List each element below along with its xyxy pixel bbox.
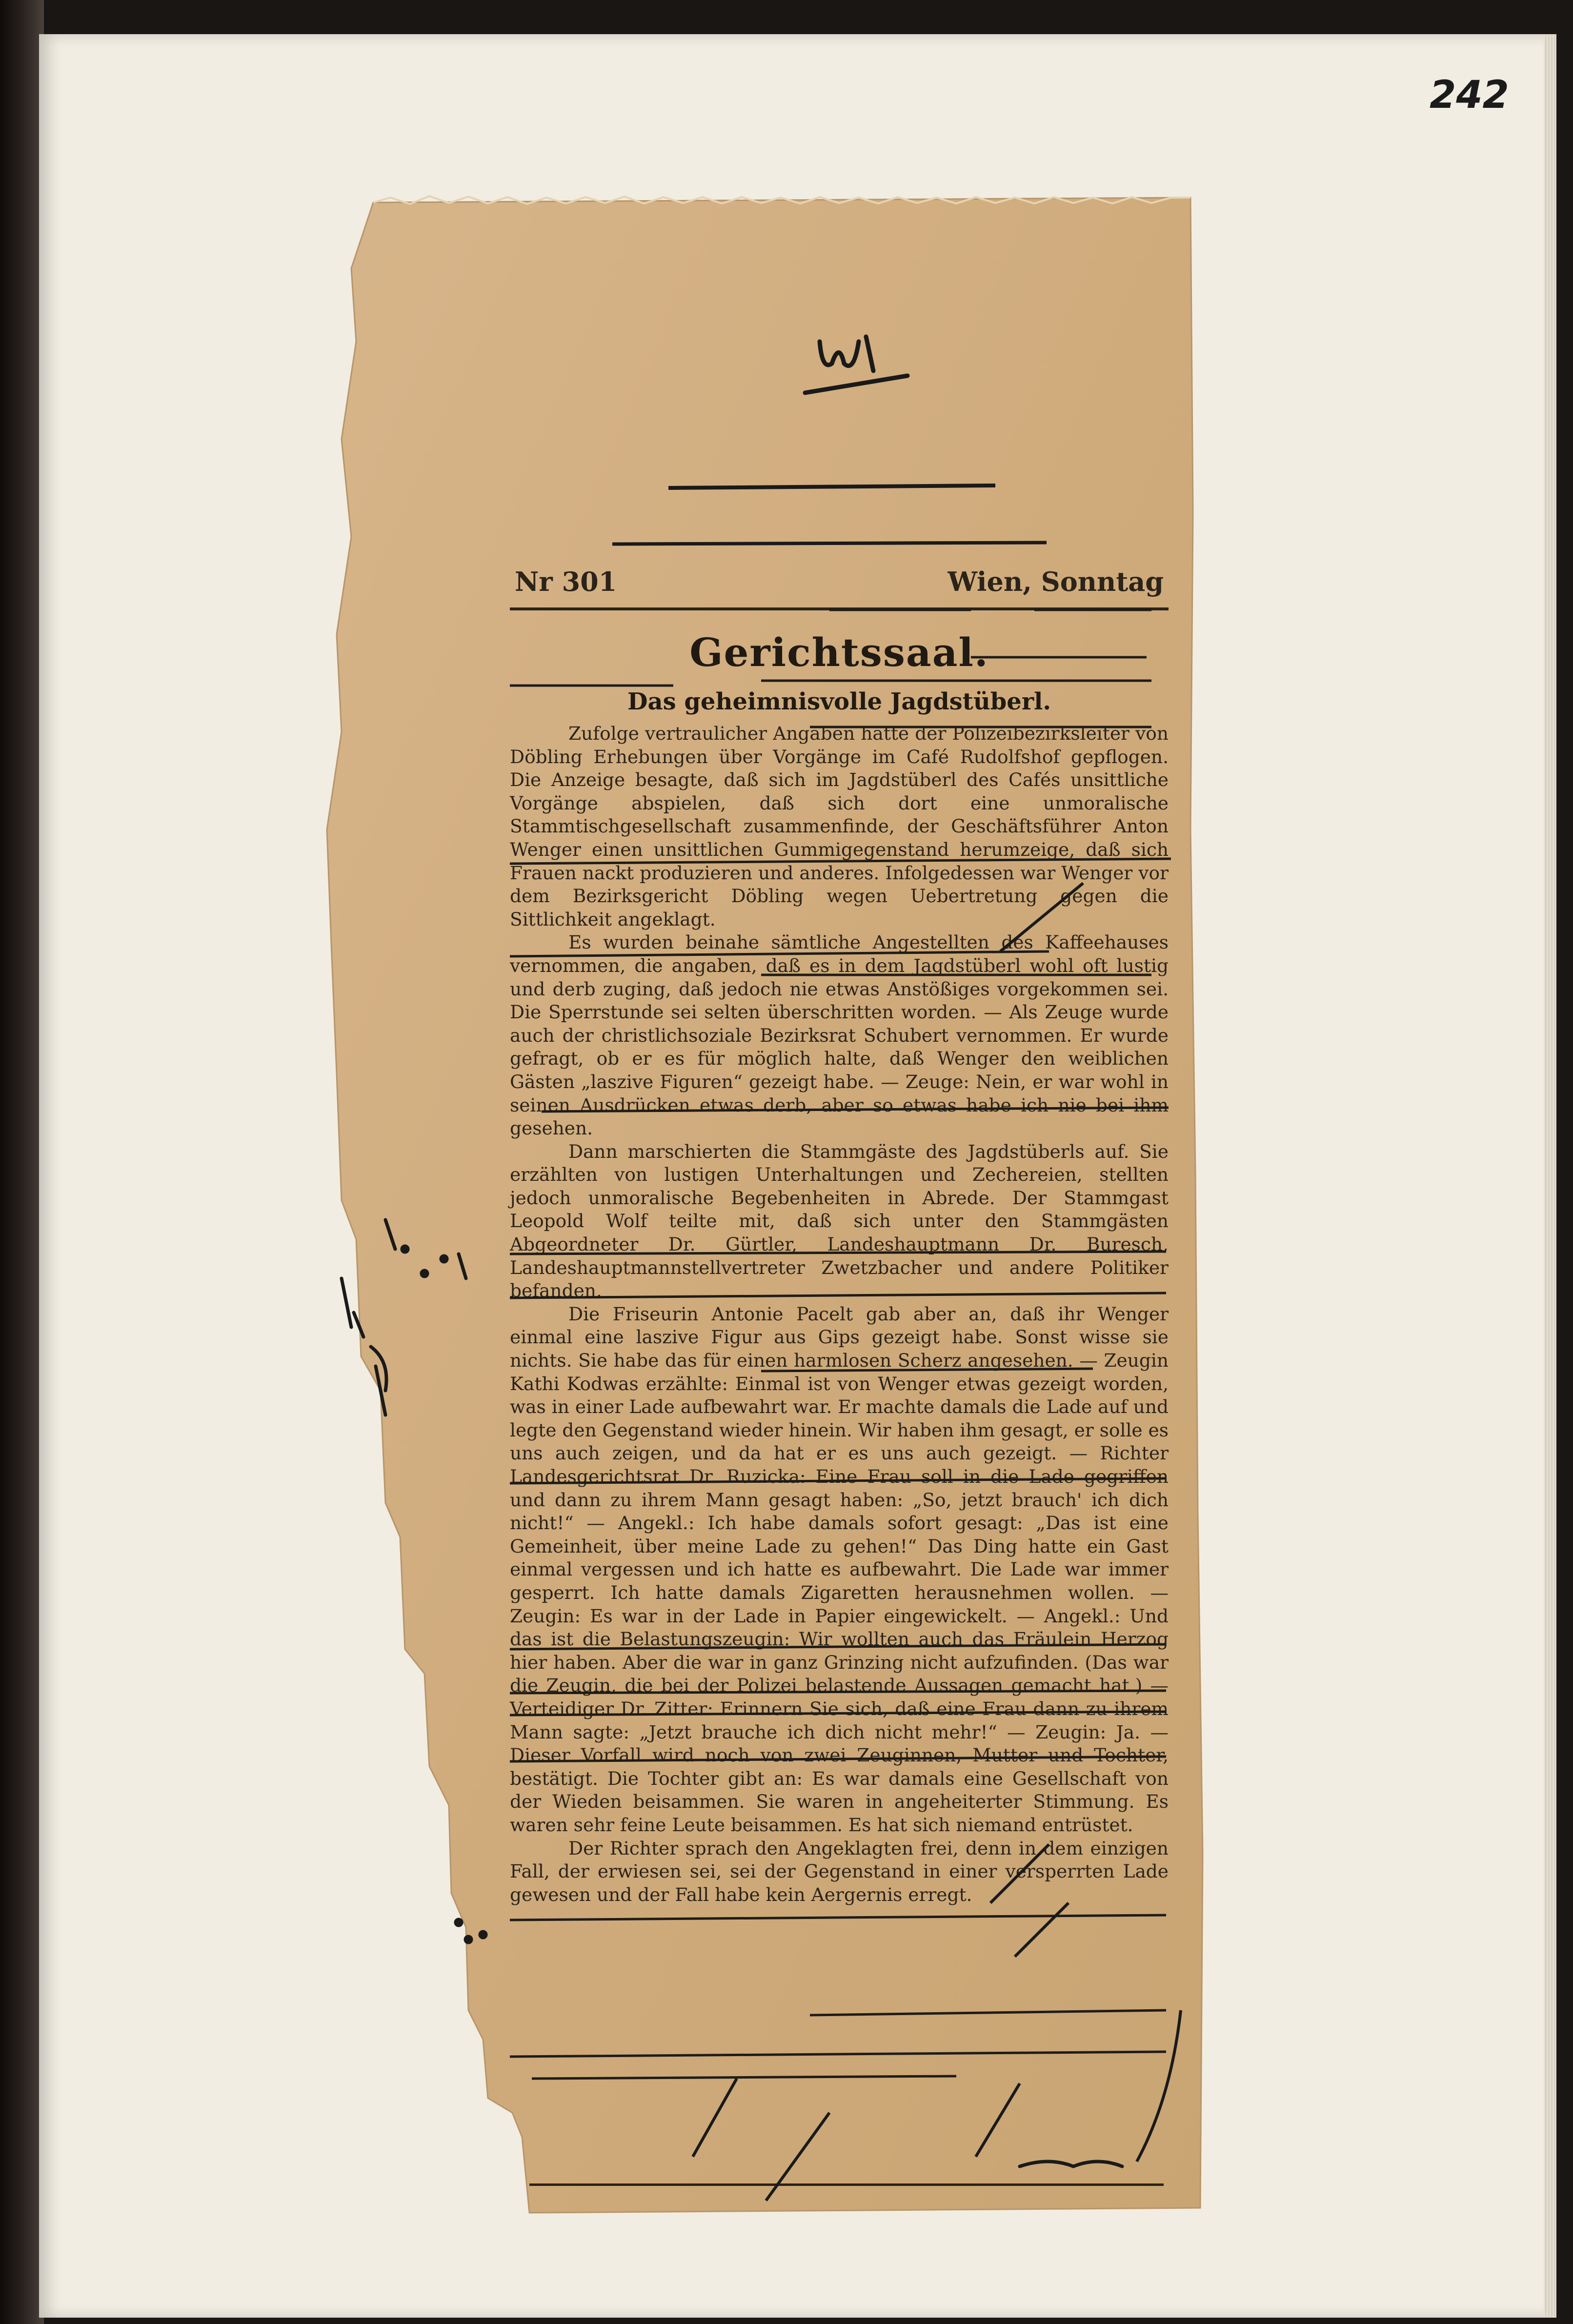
article-paragraph: Der Richter sprach den Angeklagten frei, denn in dem einzigen Fall, der erwiesen sei, sei der Gegenstand in einer versperrten Lade gewesen und der Fall habe kein Aergernis erregt. xyxy=(510,1837,1169,1905)
issue-number: Nr 301 xyxy=(515,566,617,597)
article-paragraph: Es wurden beinahe sämtliche Angestellten des Kaffeehauses vernommen, die angaben, daß es in dem Jagdstüberl wohl oft lustig und derb zuging, daß jedoch nie etwas Anstößiges vorgekommen sei. Die Sperrstunde sei selten überschritten worden. — Als Zeuge wurde auch der christlichsoziale Bezirksrat Schubert vernommen. Er wurde gefragt, ob er es für möglich halte, daß Wenger den weiblichen Gästen „laszive Figuren“ gezeigt habe. — Zeuge: Nein, er war wohl in seinen Ausdrücken etwas derb, aber so etwas habe ich nie bei ihm gesehen. xyxy=(510,931,1169,1139)
article-paragraph: Die Friseurin Antonie Pacelt gab aber an, daß ihr Wenger einmal eine laszive Figur aus Gips gezeigt habe. Sonst wisse sie nichts. Sie habe das für einen harmlosen Scherz angesehen. — Zeugin Kathi Kodwas erzählte: Einmal ist von Wenger etwas gezeigt worden, was in einer Lade aufbewahrt war. Er machte damals die Lade auf und legte den Gegenstand wieder hinein. Wir haben ihm gesagt, er solle es uns auch zeigen, und da hat er es uns auch gezeigt. — Richter Landesgerichtsrat Dr. Ruzicka: Eine Frau soll in die Lade gegriffen und dann zu ihrem Mann gesagt haben: „So, jetzt brauch' ich dich nicht!“ — Angekl.: Ich habe damals sofort gesagt: „Das ist eine Gemeinheit, über meine Lade zu gehen!“ Das Ding hatte ein Gast einmal vergessen und ich hatte es aufbewahrt. Die Lade war immer gesperrt. Ich hatte damals Zigaretten herausnehmen wollen. — Zeugin: Es war in der Lade in Papier eingewickelt. — Angekl.: Und das ist die Belastungszeugin: Wir wollten auch das Fräulein Herzog hier haben. Aber die war in ganz Grinzing nicht aufzufinden. (Das war die Zeugin, die bei der Polizei belastende Aussagen gemacht hat.) — Verteidiger Dr. Zitter: Erinnern Sie sich, daß eine Frau dann zu ihrem Mann sagte: „Jetzt brauche ich dich nicht mehr!“ — Zeugin: Ja. — Dieser Vorfall wird noch von zwei Zeuginnen, Mutter und Tochter, bestätigt. Die Tochter gibt an: Es war damals eine Gesellschaft von der Wieden beisammen. Sie waren in angeheiterter Stimmung. Es waren sehr feine Leute beisammen. Es hat sich niemand entrüstet. xyxy=(510,1303,1169,1836)
place-and-day: Wien, Sonntag xyxy=(948,566,1164,597)
folio-number: 242 xyxy=(1430,73,1509,117)
section-title: Gerichtssaal. xyxy=(689,629,989,675)
header-rule xyxy=(510,607,1169,610)
article-headline: Das geheimnisvolle Jagdstüberl. xyxy=(627,688,1051,715)
article-paragraph: Zufolge vertraulicher Angaben hatte der Polizeibezirksleiter von Döbling Erhebungen über Vorgänge im Café Rudolfshof gepflogen. Die Anzeige besagte, daß sich im Jagdstüberl des Cafés unsittliche Vorgänge abspielen, daß sich dort eine unmoralische Stammtischgesellschaft zusammenfinde, der Geschäftsführer Anton Wenger einen unsittlichen Gummigegenstand herumzeige, daß sich Frauen nackt produzieren und anderes. Infolgedessen war Wenger vor dem Bezirksgericht Döbling wegen Uebertretung gegen die Sittlichkeit angeklagt. xyxy=(510,723,1169,930)
article-body xyxy=(510,722,1169,1906)
clipping-text-area xyxy=(510,556,1169,2186)
newspaper-header xyxy=(510,556,1169,610)
bottom-rule xyxy=(529,2183,1164,2186)
article-paragraph: Dann marschierten die Stammgäste des Jagdstüberls auf. Sie erzählten von lustigen Unterhaltungen und Zechereien, stellten jedoch unmoralische Begebenheiten in Abrede. Der Stammgast Leopold Wolf teilte mit, daß sich unter den Stammgästen Abgeordneter Dr. Gürtler, Landeshauptmann Dr. Buresch, Landeshauptmannstellvertreter Zwetzbacher und andere Politiker befanden. xyxy=(510,1140,1169,1302)
